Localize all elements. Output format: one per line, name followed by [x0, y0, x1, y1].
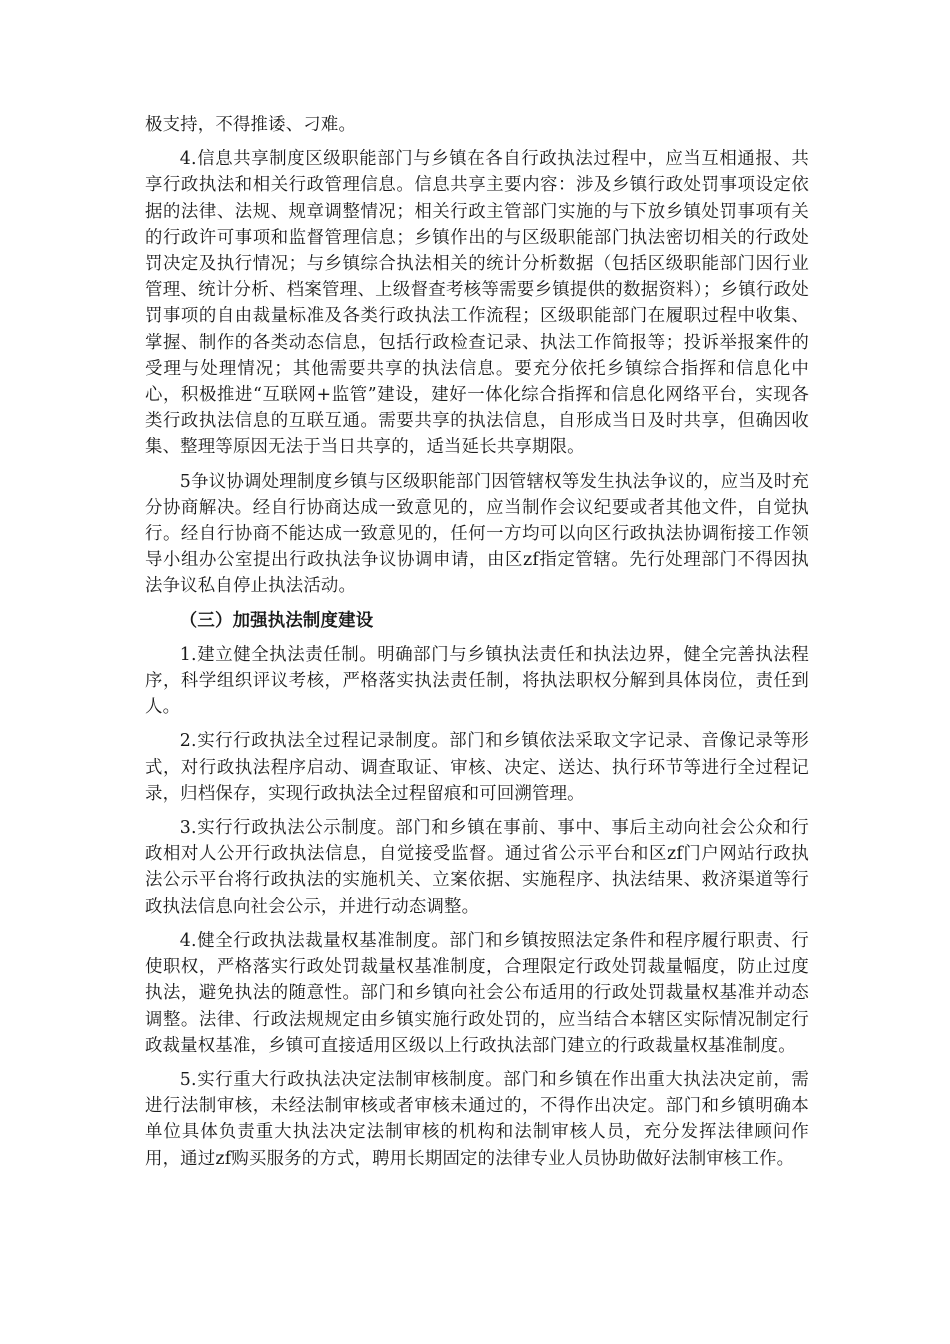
paragraph-continuation: 极支持，不得推诿、刁难。: [145, 115, 357, 135]
paragraph-full-process-record: 2.实行行政执法全过程记录制度。部门和乡镇依法采取文字记录、音像记录等形式，对行政执法程序启动、调查取证、审核、决定、送达、执行环节等进行全过程记录，归档保存，实现行政执法全过程留痕和可回溯管理。: [145, 731, 809, 804]
paragraph-dispute-coordination: 5争议协调处理制度乡镇与区级职能部门因管辖权等发生执法争议的，应当及时充分协商解决。经自行协商达成一致意见的，应当制作会议纪要或者其他文件，自觉执行。经自行协商不能达成一致意见的，任何一方均可以向区行政执法协调衔接工作领导小组办公室提出行政执法争议协调申请，由区zf指定管辖。先行处理部门不得因执法争议私自停止执法活动。: [145, 471, 809, 597]
paragraph-discretion-benchmark: 4.健全行政执法裁量权基准制度。部门和乡镇按照法定条件和程序履行职责、行使职权，严格落实行政处罚裁量权基准制度，合理限定行政处罚裁量幅度，防止过度执法，避免执法的随意性。部门和乡镇向社会公布适用的行政处罚裁量权基准并动态调整。法律、行政法规规定由乡镇实施行政处罚的，应当结合本辖区实际情况制定行政裁量权基准，乡镇可直接适用区级以上行政执法部门建立的行政裁量权基准制度。: [145, 930, 809, 1056]
paragraph-info-sharing: 4.信息共享制度区级职能部门与乡镇在各自行政执法过程中，应当互相通报、共享行政执法和相关行政管理信息。信息共享主要内容：涉及乡镇行政处罚事项设定依据的法律、法规、规章调整情况；相关行政主管部门实施的与下放乡镇处罚事项有关的行政许可事项和监督管理信息；乡镇作出的与区级职能部门执法密切相关的行政处罚决定及执行情况；与乡镇综合执法相关的统计分析数据（包括区级职能部门因行业管理、统计分析、档案管理、上级督查考核等需要乡镇提供的数据资料）；乡镇行政处罚事项的自由裁量标准及各类行政执法工作流程；区级职能部门在履职过程中收集、掌握、制作的各类动态信息，包括行政检查记录、执法工作简报等；投诉举报案件的受理与处理情况；其他需要共享的执法信息。要充分依托乡镇综合指挥和信息化中心，积极推进“互联网+监管”建设，建好一体化综合指挥和信息化网络平台，实现各类行政执法信息的互联互通。需要共享的执法信息，自形成当日及时共享，但确因收集、整理等原因无法于当日共享的，适当延长共享期限。: [145, 149, 809, 458]
document-page: [145, 112, 809, 1180]
paragraph-legal-review: 5.实行重大行政执法决定法制审核制度。部门和乡镇在作出重大执法决定前，需进行法制审核，未经法制审核或者审核未通过的，不得作出决定。部门和乡镇明确本单位具体负责重大执法决定法制审核的机构和法制审核人员，充分发挥法律顾问作用，通过zf购买服务的方式，聘用长期固定的法律专业人员协助做好法制审核工作。: [145, 1069, 809, 1169]
paragraph-responsibility-system: 1.建立健全执法责任制。明确部门与乡镇执法责任和执法边界，健全完善执法程序，科学组织评议考核，严格落实执法责任制，将执法职权分解到具体岗位，责任到人。: [145, 644, 809, 718]
section-heading: （三）加强执法制度建设: [179, 610, 374, 631]
paragraph-publicity-system: 3.实行行政执法公示制度。部门和乡镇在事前、事中、事后主动向社会公众和行政相对人公开行政执法信息，自觉接受监督。通过省公示平台和区zf门户网站行政执法公示平台将行政执法的实施机关、立案依据、实施程序、执法结果、救济渠道等行政执法信息向社会公示，并进行动态调整。: [145, 818, 809, 917]
